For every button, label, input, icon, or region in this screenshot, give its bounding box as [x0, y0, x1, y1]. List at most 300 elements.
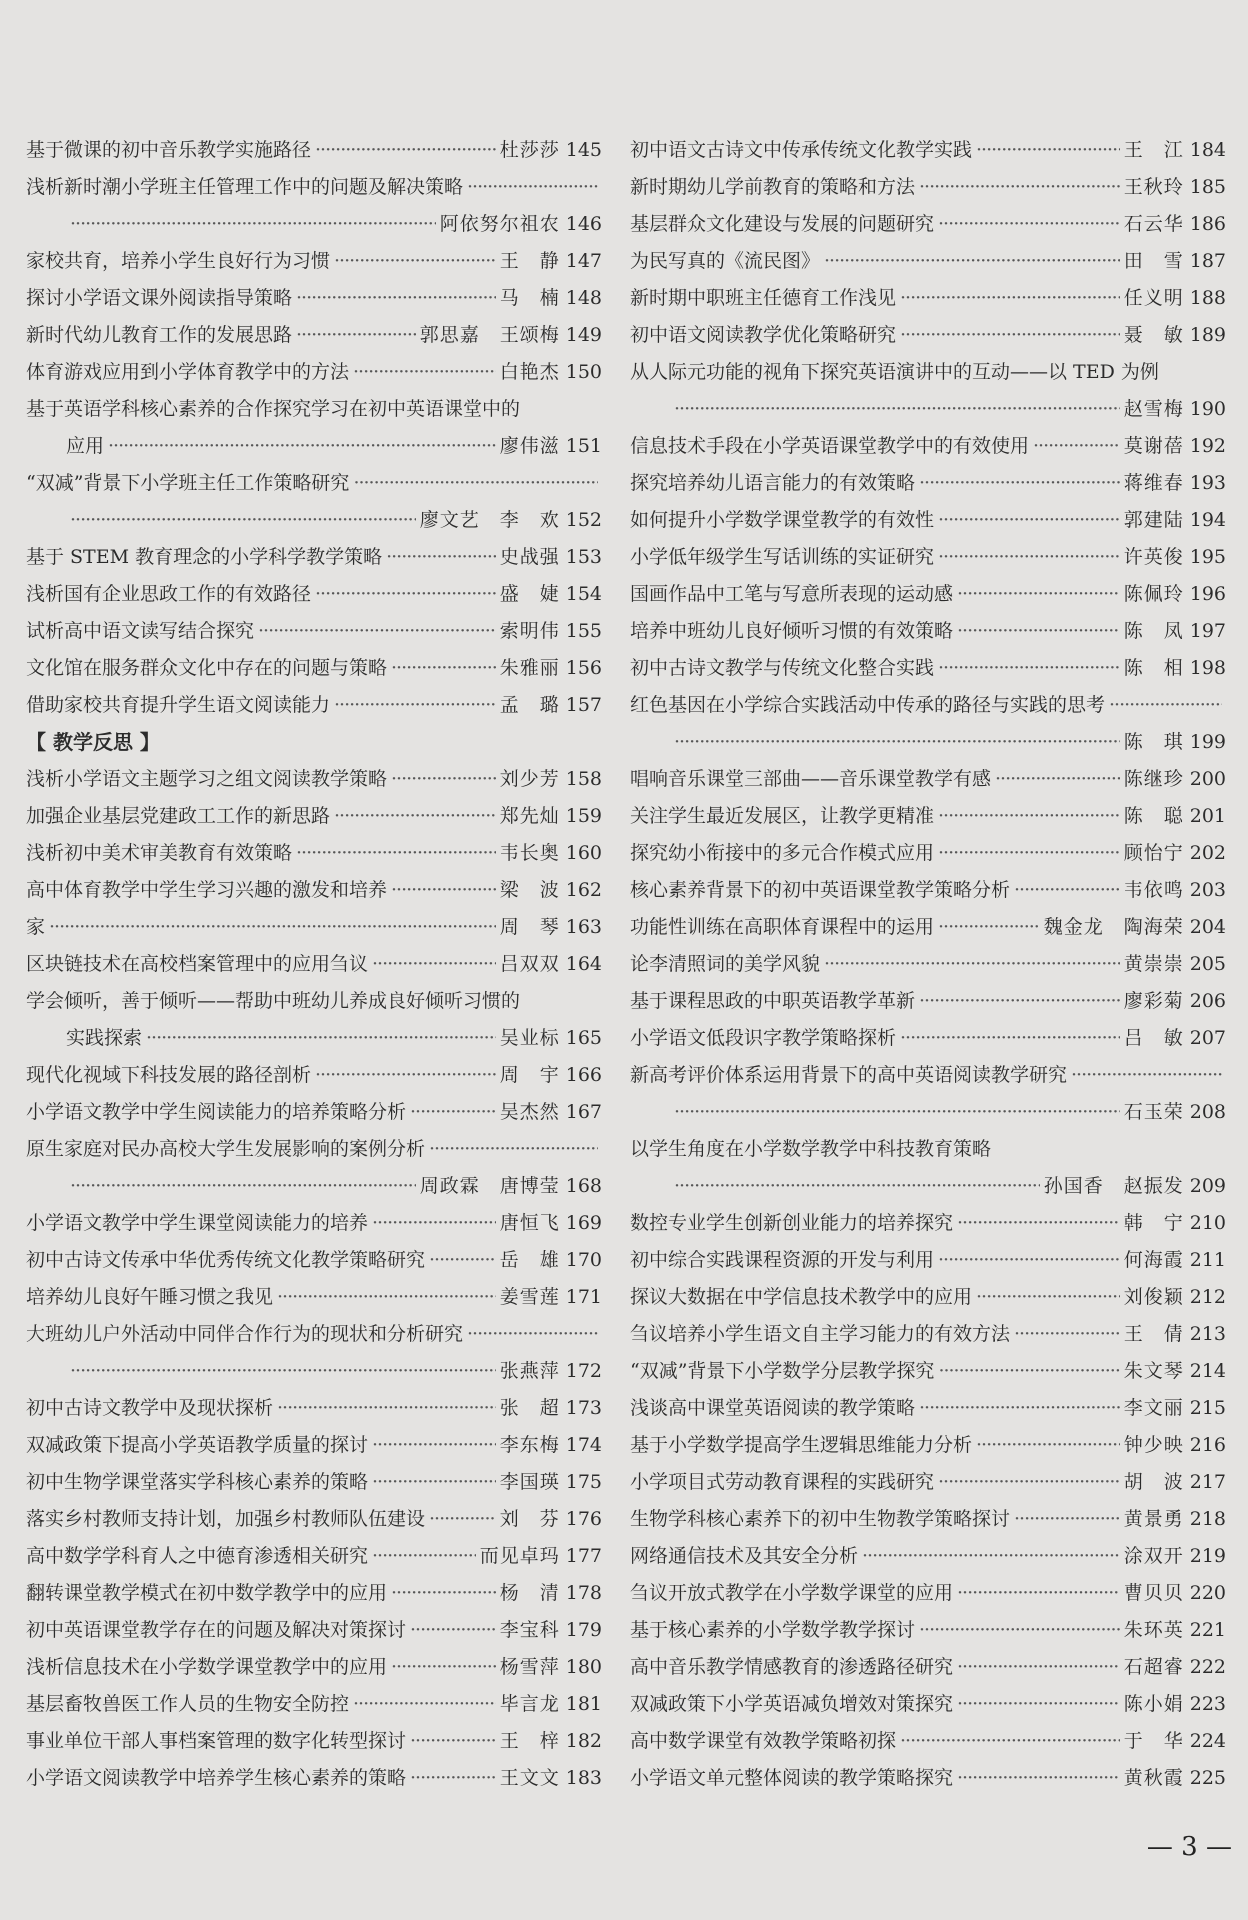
- entry-title: 初中古诗文教学中及现状探析: [26, 1397, 274, 1419]
- page-number: — 3 —: [1146, 1832, 1232, 1862]
- leader-dots: [372, 946, 496, 983]
- entry-page-number: 204: [1189, 916, 1226, 938]
- entry-page-number: 217: [1189, 1471, 1226, 1493]
- toc-left-column: [26, 132, 602, 1797]
- entry-title: 国画作品中工笔与写意所表现的运动感: [630, 583, 954, 605]
- entry-author: 王文文: [499, 1767, 560, 1789]
- entry-author: 而见卓玛: [479, 1545, 560, 1567]
- leader-dots: [957, 1575, 1120, 1612]
- entry-title: 落实乡村教师支持计划，加强乡村教师队伍建设: [26, 1508, 426, 1530]
- entry-page-number: 212: [1189, 1286, 1226, 1308]
- entry-title: 红色基因在小学综合实践活动中传承的路径与实践的思考: [630, 694, 1106, 716]
- entry-author: 朱文琴: [1123, 1360, 1184, 1382]
- leader-dots: [957, 1686, 1120, 1723]
- entry-page-number: 199: [1189, 731, 1226, 753]
- entry-author: 李国瑛: [499, 1471, 560, 1493]
- entry-title: 翻转课堂教学模式在初中数学教学中的应用: [26, 1582, 388, 1604]
- leader-dots: [258, 613, 496, 650]
- leader-dots: [386, 539, 496, 576]
- entry-title: 如何提升小学数学课堂教学的有效性: [630, 509, 935, 531]
- entry-title: 加强企业基层党建政工工作的新思路: [26, 805, 331, 827]
- toc-entry: [630, 1168, 1226, 1205]
- toc-right-column: [630, 132, 1226, 1797]
- entry-title: 刍议开放式教学在小学数学课堂的应用: [630, 1582, 954, 1604]
- leader-dots: [372, 1205, 496, 1242]
- toc-entry: [26, 169, 602, 206]
- toc-entry: [26, 132, 602, 169]
- entry-page-number: 178: [565, 1582, 602, 1604]
- toc-entry: [630, 243, 1226, 280]
- entry-page-number: 195: [1189, 546, 1226, 568]
- toc-entry: [26, 576, 602, 613]
- toc-entry: [630, 946, 1226, 983]
- entry-page-number: 214: [1189, 1360, 1226, 1382]
- entry-title: 浅析小学语文主题学习之组文阅读教学策略: [26, 768, 388, 790]
- leader-dots: [862, 1538, 1120, 1575]
- toc-entry: [26, 1760, 602, 1797]
- leader-dots: [334, 243, 496, 280]
- entry-author: 梁 波: [499, 879, 560, 901]
- entry-author: 姜雪莲: [499, 1286, 560, 1308]
- entry-author: 韩 宁: [1123, 1212, 1184, 1234]
- leader-dots: [334, 687, 496, 724]
- entry-page-number: 192: [1189, 435, 1226, 457]
- entry-author: 黄崇崇: [1123, 953, 1184, 975]
- entry-author: 周 宇: [499, 1064, 560, 1086]
- entry-page-number: 154: [565, 583, 602, 605]
- toc-entry: [630, 206, 1226, 243]
- toc-entry: [630, 502, 1226, 539]
- leader-dots: [674, 1168, 1040, 1205]
- entry-author: 胡 波: [1123, 1471, 1184, 1493]
- entry-page-number: 208: [1189, 1101, 1226, 1123]
- leader-dots: [372, 1464, 496, 1501]
- toc-entry: [26, 1020, 602, 1057]
- entry-author: 田 雪: [1123, 250, 1184, 272]
- entry-page-number: 219: [1189, 1545, 1226, 1567]
- toc-entry: [630, 872, 1226, 909]
- leader-dots: [49, 909, 496, 946]
- leader-dots: [938, 539, 1120, 576]
- entry-page-number: 148: [565, 287, 602, 309]
- toc-entry: [630, 1760, 1226, 1797]
- toc-entry: [26, 650, 602, 687]
- entry-page-number: 213: [1189, 1323, 1226, 1345]
- entry-title: 应用: [66, 435, 105, 457]
- leader-dots: [334, 798, 496, 835]
- leader-dots: [296, 835, 496, 872]
- toc-entry: [630, 1501, 1226, 1538]
- entry-title: 体育游戏应用到小学体育教学中的方法: [26, 361, 350, 383]
- leader-dots: [976, 1279, 1120, 1316]
- entry-page-number: 203: [1189, 879, 1226, 901]
- entry-title: 高中音乐教学情感教育的渗透路径研究: [630, 1656, 954, 1678]
- toc-entry: [26, 983, 602, 1020]
- toc-entry: [26, 1279, 602, 1316]
- entry-title: 文化馆在服务群众文化中存在的问题与策略: [26, 657, 388, 679]
- toc-entry: [26, 1168, 602, 1205]
- toc-entry: [630, 354, 1226, 391]
- entry-title: 家校共育，培养小学生良好行为习惯: [26, 250, 331, 272]
- entry-title: 高中数学课堂有效教学策略初探: [630, 1730, 897, 1752]
- entry-author: 白艳杰: [499, 361, 560, 383]
- entry-title: 小学语文教学中学生阅读能力的培养策略分析: [26, 1101, 407, 1123]
- toc-entry: [26, 835, 602, 872]
- toc-entry: [630, 1723, 1226, 1760]
- entry-page-number: 171: [565, 1286, 602, 1308]
- toc-entry: [630, 1316, 1226, 1353]
- entry-author: 莫谢蓓: [1123, 435, 1184, 457]
- entry-title: 功能性训练在高职体育课程中的运用: [630, 916, 935, 938]
- entry-page-number: 165: [565, 1027, 602, 1049]
- leader-dots: [391, 872, 496, 909]
- entry-author: 曹贝贝: [1123, 1582, 1184, 1604]
- leader-dots: [938, 1242, 1120, 1279]
- entry-page-number: 172: [565, 1360, 602, 1382]
- entry-page-number: 205: [1189, 953, 1226, 975]
- leader-dots: [824, 243, 1120, 280]
- toc-entry: [26, 613, 602, 650]
- toc-entry: [630, 539, 1226, 576]
- leader-dots: [957, 576, 1120, 613]
- entry-title: 基于核心素养的小学数学教学探讨: [630, 1619, 916, 1641]
- leader-dots: [938, 1464, 1120, 1501]
- toc-entry: [26, 1538, 602, 1575]
- entry-title: 唱响音乐课堂三部曲——音乐课堂教学有感: [630, 768, 992, 790]
- entry-title: “双减”背景下小学班主任工作策略研究: [26, 472, 350, 494]
- entry-title: 数控专业学生创新创业能力的培养探究: [630, 1212, 954, 1234]
- toc-entry: [26, 1427, 602, 1464]
- entry-title: 事业单位干部人事档案管理的数字化转型探讨: [26, 1730, 407, 1752]
- entry-author: 陈 相: [1123, 657, 1184, 679]
- entry-author: 石玉荣: [1123, 1101, 1184, 1123]
- toc-entry: [26, 1575, 602, 1612]
- entry-title: 关注学生最近发展区，让教学更精准: [630, 805, 935, 827]
- entry-title: 初中生物学课堂落实学科核心素养的策略: [26, 1471, 369, 1493]
- toc-entry: [630, 1279, 1226, 1316]
- entry-page-number: 197: [1189, 620, 1226, 642]
- toc-entry: [26, 1649, 602, 1686]
- leader-dots: [938, 502, 1120, 539]
- toc-entry: [26, 1390, 602, 1427]
- entry-author: 钟少映: [1123, 1434, 1184, 1456]
- toc-entry: [26, 946, 602, 983]
- entry-title: 刍议培养小学生语文自主学习能力的有效方法: [630, 1323, 1011, 1345]
- entry-author: 索明伟: [499, 620, 560, 642]
- entry-page-number: 169: [565, 1212, 602, 1234]
- entry-page-number: 185: [1189, 176, 1226, 198]
- entry-page-number: 186: [1189, 213, 1226, 235]
- entry-title: 探究培养幼儿语言能力的有效策略: [630, 472, 916, 494]
- entry-title: 初中古诗文传承中华优秀传统文化教学策略研究: [26, 1249, 426, 1271]
- entry-page-number: 184: [1189, 139, 1226, 161]
- entry-title: 探究幼小衔接中的多元合作模式应用: [630, 842, 935, 864]
- entry-author: 吴杰然: [499, 1101, 560, 1123]
- entry-page-number: 152: [565, 509, 602, 531]
- toc-entry: [26, 206, 602, 243]
- entry-page-number: 167: [565, 1101, 602, 1123]
- entry-author: 刘少芳: [499, 768, 560, 790]
- leader-dots: [467, 169, 598, 206]
- entry-title: 区块链技术在高校档案管理中的应用刍议: [26, 953, 369, 975]
- leader-dots: [674, 1094, 1120, 1131]
- toc-entry: [26, 1094, 602, 1131]
- entry-author: 郭思嘉 王颂梅: [419, 324, 560, 346]
- toc-entry: [26, 1686, 602, 1723]
- entry-author: 陈小娟: [1123, 1693, 1184, 1715]
- toc-entry: [26, 539, 602, 576]
- entry-author: 王 梓: [499, 1730, 560, 1752]
- entry-author: 杜莎莎: [499, 139, 560, 161]
- toc-entry: [630, 280, 1226, 317]
- entry-author: 郑先灿: [499, 805, 560, 827]
- toc-entry: [26, 428, 602, 465]
- toc-entry: [630, 391, 1226, 428]
- leader-dots: [938, 798, 1120, 835]
- toc-entry: [630, 1575, 1226, 1612]
- entry-page-number: 196: [1189, 583, 1226, 605]
- entry-author: 黄景勇: [1123, 1508, 1184, 1530]
- entry-page-number: 156: [565, 657, 602, 679]
- leader-dots: [353, 354, 496, 391]
- entry-page-number: 174: [565, 1434, 602, 1456]
- entry-author: 廖文艺 李 欢: [419, 509, 560, 531]
- leader-dots: [429, 1501, 496, 1538]
- entry-author: 聂 敏: [1123, 324, 1184, 346]
- entry-page-number: 215: [1189, 1397, 1226, 1419]
- entry-page-number: 147: [565, 250, 602, 272]
- leader-dots: [938, 835, 1120, 872]
- entry-title: 小学项目式劳动教育课程的实践研究: [630, 1471, 935, 1493]
- entry-title: 论李清照词的美学风貌: [630, 953, 821, 975]
- entry-author: 于 华: [1123, 1730, 1184, 1752]
- leader-dots: [391, 1649, 496, 1686]
- entry-page-number: 223: [1189, 1693, 1226, 1715]
- leader-dots: [1014, 1316, 1120, 1353]
- leader-dots: [995, 761, 1120, 798]
- toc-entry: [630, 576, 1226, 613]
- toc-entry: [630, 909, 1226, 946]
- entry-title: 基层群众文化建设与发展的问题研究: [630, 213, 935, 235]
- leader-dots: [1109, 687, 1222, 724]
- entry-author: 李宝科: [499, 1619, 560, 1641]
- entry-title: 初中古诗文教学与传统文化整合实践: [630, 657, 935, 679]
- entry-author: 陈佩玲: [1123, 583, 1184, 605]
- entry-title: 新高考评价体系运用背景下的高中英语阅读教学研究: [630, 1064, 1068, 1086]
- entry-author: 郭建陆: [1123, 509, 1184, 531]
- toc-entry: [26, 1723, 602, 1760]
- entry-title: 从人际元功能的视角下探究英语演讲中的互动——以 TED 为例: [630, 361, 1159, 383]
- entry-page-number: 224: [1189, 1730, 1226, 1752]
- entry-title: 新时期幼儿学前教育的策略和方法: [630, 176, 916, 198]
- entry-title: 基于课程思政的中职英语教学革新: [630, 990, 916, 1012]
- leader-dots: [1014, 872, 1120, 909]
- entry-author: 杨 清: [499, 1582, 560, 1604]
- entry-author: 周政霖 唐博莹: [419, 1175, 560, 1197]
- entry-author: 史战强: [499, 546, 560, 568]
- toc-entry: [630, 724, 1226, 761]
- entry-author: 王 静: [499, 250, 560, 272]
- toc-entry: [630, 1205, 1226, 1242]
- entry-page-number: 211: [1189, 1249, 1226, 1271]
- entry-author: 刘 芬: [499, 1508, 560, 1530]
- entry-title: 探讨小学语文课外阅读指导策略: [26, 287, 293, 309]
- entry-page-number: 166: [565, 1064, 602, 1086]
- entry-title: 小学语文低段识字教学策略探析: [630, 1027, 897, 1049]
- entry-title: 小学低年级学生写话训练的实证研究: [630, 546, 935, 568]
- entry-author: 任义明: [1123, 287, 1184, 309]
- entry-page-number: 153: [565, 546, 602, 568]
- leader-dots: [1071, 1057, 1222, 1094]
- toc-entry: [630, 1464, 1226, 1501]
- toc-entry: [26, 798, 602, 835]
- entry-page-number: 168: [565, 1175, 602, 1197]
- leader-dots: [938, 206, 1120, 243]
- entry-title: 生物学科核心素养下的初中生物教学策略探讨: [630, 1508, 1011, 1530]
- entry-page-number: 225: [1189, 1767, 1226, 1789]
- entry-page-number: 209: [1189, 1175, 1226, 1197]
- toc-entry: [26, 1612, 602, 1649]
- leader-dots: [674, 391, 1120, 428]
- leader-dots: [315, 132, 496, 169]
- entry-title: 培养中班幼儿良好倾听习惯的有效策略: [630, 620, 954, 642]
- leader-dots: [372, 1538, 476, 1575]
- entry-page-number: 193: [1189, 472, 1226, 494]
- toc-entry: [630, 1538, 1226, 1575]
- entry-page-number: 145: [565, 139, 602, 161]
- entry-title: “双减”背景下小学数学分层教学探究: [630, 1360, 935, 1382]
- toc-entry: [26, 243, 602, 280]
- entry-author: 廖伟滋: [499, 435, 560, 457]
- toc-entry: [26, 1131, 602, 1168]
- entry-title: 初中综合实践课程资源的开发与利用: [630, 1249, 935, 1271]
- entry-author: 王 江: [1123, 139, 1184, 161]
- entry-title: 以学生角度在小学数学教学中科技教育策略: [630, 1138, 992, 1160]
- toc-entry: [630, 798, 1226, 835]
- entry-page-number: 179: [565, 1619, 602, 1641]
- entry-author: 岳 雄: [499, 1249, 560, 1271]
- toc-entry: [630, 983, 1226, 1020]
- entry-title: 基于微课的初中音乐教学实施路径: [26, 139, 312, 161]
- entry-author: 何海霞: [1123, 1249, 1184, 1271]
- entry-author: 吴业标: [499, 1027, 560, 1049]
- entry-page-number: 164: [565, 953, 602, 975]
- entry-page-number: 149: [565, 324, 602, 346]
- entry-author: 孟 璐: [499, 694, 560, 716]
- entry-page-number: 157: [565, 694, 602, 716]
- entry-page-number: 216: [1189, 1434, 1226, 1456]
- leader-dots: [391, 650, 496, 687]
- entry-author: 韦依鸣: [1123, 879, 1184, 901]
- entry-page-number: 158: [565, 768, 602, 790]
- toc-entry: [630, 835, 1226, 872]
- leader-dots: [919, 1612, 1120, 1649]
- toc-entry: [630, 650, 1226, 687]
- entry-title: 基层畜牧兽医工作人员的生物安全防控: [26, 1693, 350, 1715]
- leader-dots: [277, 1390, 496, 1427]
- leader-dots: [919, 1390, 1120, 1427]
- leader-dots: [957, 1649, 1120, 1686]
- toc-entry: [630, 1020, 1226, 1057]
- entry-author: 魏金龙 陶海荣: [1043, 916, 1184, 938]
- entry-title: 新时期中职班主任德育工作浅见: [630, 287, 897, 309]
- entry-page-number: 163: [565, 916, 602, 938]
- entry-author: 陈 琪: [1123, 731, 1184, 753]
- entry-title: 基于小学数学提高学生逻辑思维能力分析: [630, 1434, 973, 1456]
- leader-dots: [900, 280, 1120, 317]
- entry-title: 初中语文阅读教学优化策略研究: [630, 324, 897, 346]
- entry-author: 赵雪梅: [1123, 398, 1184, 420]
- toc-entry: [26, 1501, 602, 1538]
- toc-entry: [630, 1131, 1226, 1168]
- leader-dots: [919, 169, 1120, 206]
- leader-dots: [824, 946, 1120, 983]
- toc-entry: [26, 1205, 602, 1242]
- entry-author: 石云华: [1123, 213, 1184, 235]
- entry-author: 陈继珍: [1123, 768, 1184, 790]
- entry-title: 浅析初中美术审美教育有效策略: [26, 842, 293, 864]
- toc-entry: [26, 1464, 602, 1501]
- toc-entry: [26, 280, 602, 317]
- entry-title: 双减政策下提高小学英语教学质量的探讨: [26, 1434, 369, 1456]
- entry-author: 李文丽: [1123, 1397, 1184, 1419]
- entry-title: 学会倾听，善于倾听——帮助中班幼儿养成良好倾听习惯的: [26, 990, 521, 1012]
- toc-entry: [630, 317, 1226, 354]
- leader-dots: [70, 1168, 416, 1205]
- entry-author: 涂双开: [1123, 1545, 1184, 1567]
- entry-page-number: 218: [1189, 1508, 1226, 1530]
- entry-author: 吕双双: [499, 953, 560, 975]
- leader-dots: [315, 1057, 496, 1094]
- entry-author: 韦长奥: [499, 842, 560, 864]
- toc-entry: [26, 502, 602, 539]
- entry-page-number: 190: [1189, 398, 1226, 420]
- entry-page-number: 200: [1189, 768, 1226, 790]
- toc-entry: [630, 1427, 1226, 1464]
- entry-page-number: 210: [1189, 1212, 1226, 1234]
- entry-title: 双减政策下小学英语减负增效对策探究: [630, 1693, 954, 1715]
- entry-author: 许英俊: [1123, 546, 1184, 568]
- entry-page-number: 175: [565, 1471, 602, 1493]
- entry-author: 孙国香 赵振发: [1043, 1175, 1184, 1197]
- entry-title: 浅析信息技术在小学数学课堂教学中的应用: [26, 1656, 388, 1678]
- entry-page-number: 162: [565, 879, 602, 901]
- entry-page-number: 160: [565, 842, 602, 864]
- toc-entry: [630, 1353, 1226, 1390]
- entry-title: 初中英语课堂教学存在的问题及解决对策探讨: [26, 1619, 407, 1641]
- entry-page-number: 206: [1189, 990, 1226, 1012]
- entry-page-number: 207: [1189, 1027, 1226, 1049]
- toc-entry: [630, 761, 1226, 798]
- entry-author: 盛 婕: [499, 583, 560, 605]
- leader-dots: [900, 317, 1120, 354]
- leader-dots: [900, 1723, 1120, 1760]
- leader-dots: [429, 1242, 496, 1279]
- toc-entry: [630, 687, 1226, 724]
- entry-page-number: 201: [1189, 805, 1226, 827]
- leader-dots: [315, 576, 496, 613]
- entry-page-number: 202: [1189, 842, 1226, 864]
- entry-title: 现代化视域下科技发展的路径剖析: [26, 1064, 312, 1086]
- entry-title: 原生家庭对民办高校大学生发展影响的案例分析: [26, 1138, 426, 1160]
- entry-page-number: 189: [1189, 324, 1226, 346]
- entry-author: 阿依努尔祖农: [439, 213, 560, 235]
- entry-author: 吕 敏: [1123, 1027, 1184, 1049]
- entry-page-number: 182: [565, 1730, 602, 1752]
- entry-title: 浅析新时潮小学班主任管理工作中的问题及解决策略: [26, 176, 464, 198]
- leader-dots: [70, 502, 416, 539]
- leader-dots: [938, 1353, 1119, 1390]
